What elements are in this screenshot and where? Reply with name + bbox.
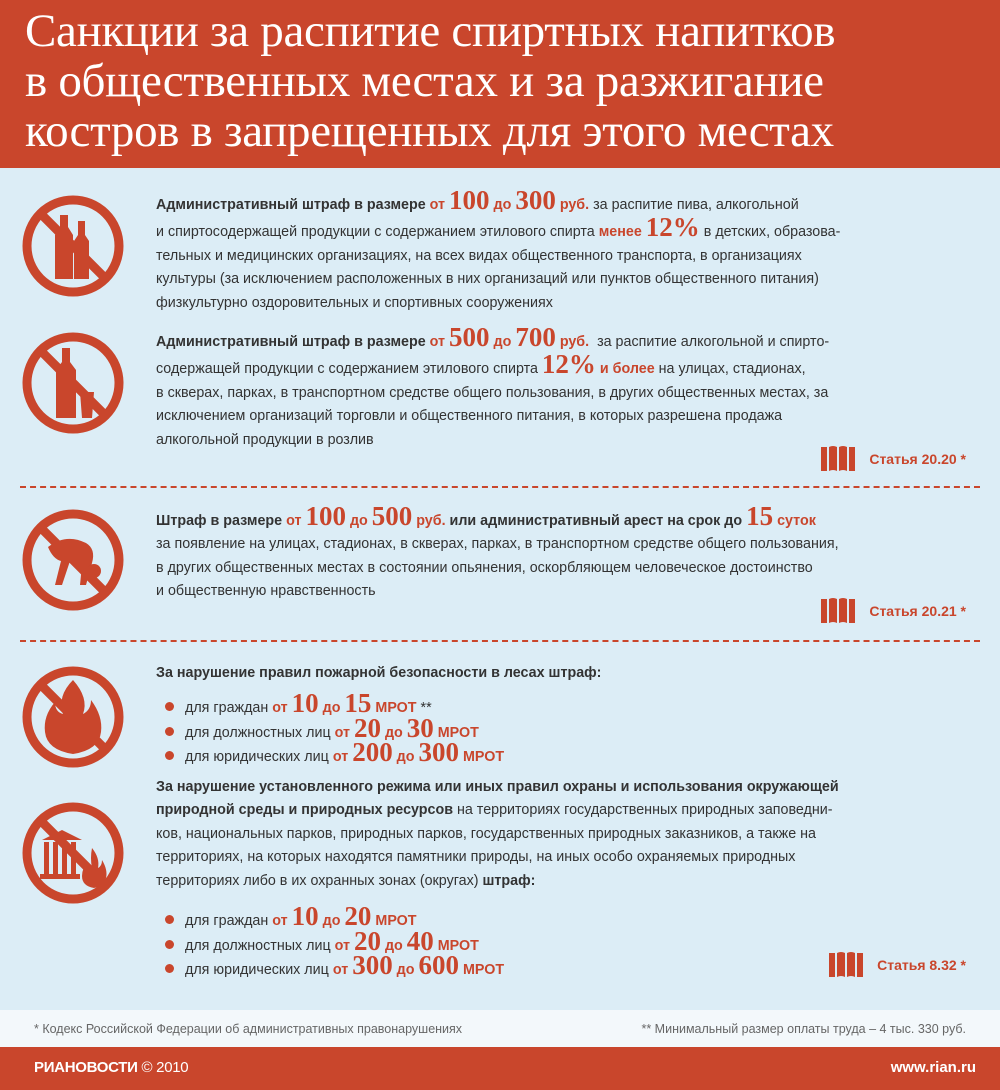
title-line-2: в общественных местах и за разжигание (25, 55, 824, 107)
s5-text-2b: на территориях государственных природных заповедни- (456, 802, 833, 819)
s1-text-2a: и спиртосодержащей продукции с содержанием этилового спирта (156, 224, 595, 241)
s1-text-4: культуры (за исключением расположенных в них организаций или пунктов общественного питания) (156, 271, 819, 288)
s2-lead: Административный штраф в размере (156, 334, 426, 350)
title-line-1: Санкции за распитие спиртных напитков (25, 5, 836, 57)
section-divider (20, 486, 980, 488)
article-8-32-label: Статья 8.32 * (877, 957, 966, 973)
s3-to: до (349, 513, 368, 529)
s1-lead: Административный штраф в размере (156, 197, 426, 213)
section-3-text (156, 501, 976, 604)
book-icon (827, 950, 865, 980)
s1-unit: руб. (559, 197, 590, 213)
book-icon (819, 596, 857, 626)
s1-to: до (493, 197, 512, 213)
s2-more: и более (599, 361, 655, 378)
s1-text-5: физкультурно оздоровительных и спортивных сооружениях (156, 294, 553, 311)
s3-amount-from: 100 (305, 501, 346, 531)
section-4-heading (156, 662, 976, 685)
footnote-2: ** Минимальный размер оплаты труда – 4 тыс. 330 руб. (641, 1022, 966, 1036)
s1-amount-to: 300 (515, 185, 556, 215)
article-20-21-link[interactable] (819, 596, 966, 626)
s5-text-3: ков, национальных парков, природных парков, государственных природных заказников, а также на (156, 825, 816, 842)
list-item: для юридических лиц от 300 до 600 МРОТ (165, 955, 504, 980)
s3-from: от (286, 513, 302, 529)
s1-from: от (429, 197, 446, 213)
s3-days: 15 (746, 501, 774, 531)
title-line-3: костров в запрещенных для этого местах (25, 105, 834, 157)
s4-heading: За нарушение правил пожарной безопасности в лесах штраф: (156, 665, 602, 681)
brand-name: РИАНОВОСТИ (34, 1059, 138, 1076)
list-item: для должностных лиц от 20 до 30 МРОТ (165, 718, 504, 743)
footnotes (0, 1010, 1000, 1047)
s5-fine-list (165, 901, 505, 980)
no-bottles-icon (20, 193, 126, 299)
s2-percent: 12% (541, 349, 596, 380)
s2-to: до (493, 334, 512, 350)
section-divider (20, 640, 980, 642)
s3-days-unit: суток (777, 513, 816, 529)
s5-text-2a: природной среды и природных ресурсов (156, 802, 453, 819)
article-20-21-label: Статья 20.21 * (869, 603, 966, 619)
book-icon (819, 444, 857, 474)
copyright-year: © 2010 (141, 1059, 189, 1076)
no-fire-icon (20, 664, 126, 770)
page-title (25, 6, 985, 156)
s5-text-5b: штраф: (482, 872, 536, 889)
s1-amount-from: 100 (449, 185, 490, 215)
s2-text-2b: на улицах, стадионах, (658, 361, 806, 378)
s1-text-3: тельных и медицинских организациях, на всех видах общественного транспорта, в организациях (156, 247, 802, 264)
brand-logo (34, 1059, 188, 1076)
s3-text-2: за появление на улицах, стадионах, в скверах, парках, в транспортном средстве общего пользования, (156, 536, 839, 553)
no-monument-fire-icon (20, 800, 126, 906)
article-20-20-label: Статья 20.20 * (869, 451, 966, 467)
s3-lead: Штраф в размере (156, 513, 283, 529)
s2-from: от (429, 334, 446, 350)
s3-amount-to: 500 (371, 501, 413, 531)
s3-mid: или административный арест на срок до (449, 513, 743, 529)
footer-bar (0, 1047, 1000, 1090)
s3-text-3: в других общественных местах в состоянии опьянения, оскорбляющем человеческое достоинство (156, 559, 813, 576)
s1-less: менее (598, 224, 642, 241)
no-bottle-glass-icon (20, 330, 126, 436)
section-2-text (156, 322, 976, 452)
list-item: для должностных лиц от 20 до 40 МРОТ (165, 931, 504, 956)
s2-text-5: алкогольной продукции в розлив (156, 431, 374, 448)
s2-text-2a: содержащей продукции с содержанием этилового спирта (156, 361, 538, 378)
s2-text-3: в скверах, парках, в транспортном средстве общего пользования, в других общественных местах, за (156, 384, 829, 401)
s2-amount-from: 500 (449, 322, 490, 352)
s2-text-1: за распитие алкогольной и спирто- (597, 334, 830, 350)
header-banner (0, 0, 1000, 168)
s5-text-5a: территориях либо в их охранных зонах (округах) (156, 872, 479, 889)
s2-amount-to: 700 (515, 322, 556, 352)
s2-unit: руб. (559, 334, 590, 350)
site-link[interactable]: www.rian.ru (890, 1059, 976, 1076)
s1-text-1: за распитие пива, алкогольной (593, 197, 799, 213)
s3-text-4: и общественную нравственность (156, 583, 376, 600)
no-drunk-person-icon (20, 507, 126, 613)
section-1-text (156, 185, 976, 315)
s1-percent: 12% (645, 212, 700, 243)
s2-text-4: исключением организаций торговли и общественного питания, в которых разрешена продажа (156, 408, 783, 425)
list-item: для юридических лиц от 200 до 300 МРОТ (165, 742, 504, 767)
footnote-1: * Кодекс Российской Федерации об административных правонарушениях (34, 1022, 463, 1036)
s4-fine-list (165, 688, 505, 767)
s5-text-1: За нарушение установленного режима или иных правил охраны и использования окружающей (156, 779, 839, 795)
list-item: для граждан от 10 до 20 МРОТ (165, 906, 504, 931)
article-20-20-link[interactable] (819, 444, 966, 474)
s1-text-2b: в детских, образова- (703, 224, 841, 241)
article-8-32-link[interactable] (827, 950, 966, 980)
s3-unit: руб. (416, 513, 446, 529)
section-5-text (156, 776, 976, 893)
s5-text-4: территориях, на которых находятся памятники природы, на иных особо охраняемых природных (156, 849, 796, 866)
list-item: для граждан от 10 до 15 МРОТ ** (165, 693, 504, 718)
